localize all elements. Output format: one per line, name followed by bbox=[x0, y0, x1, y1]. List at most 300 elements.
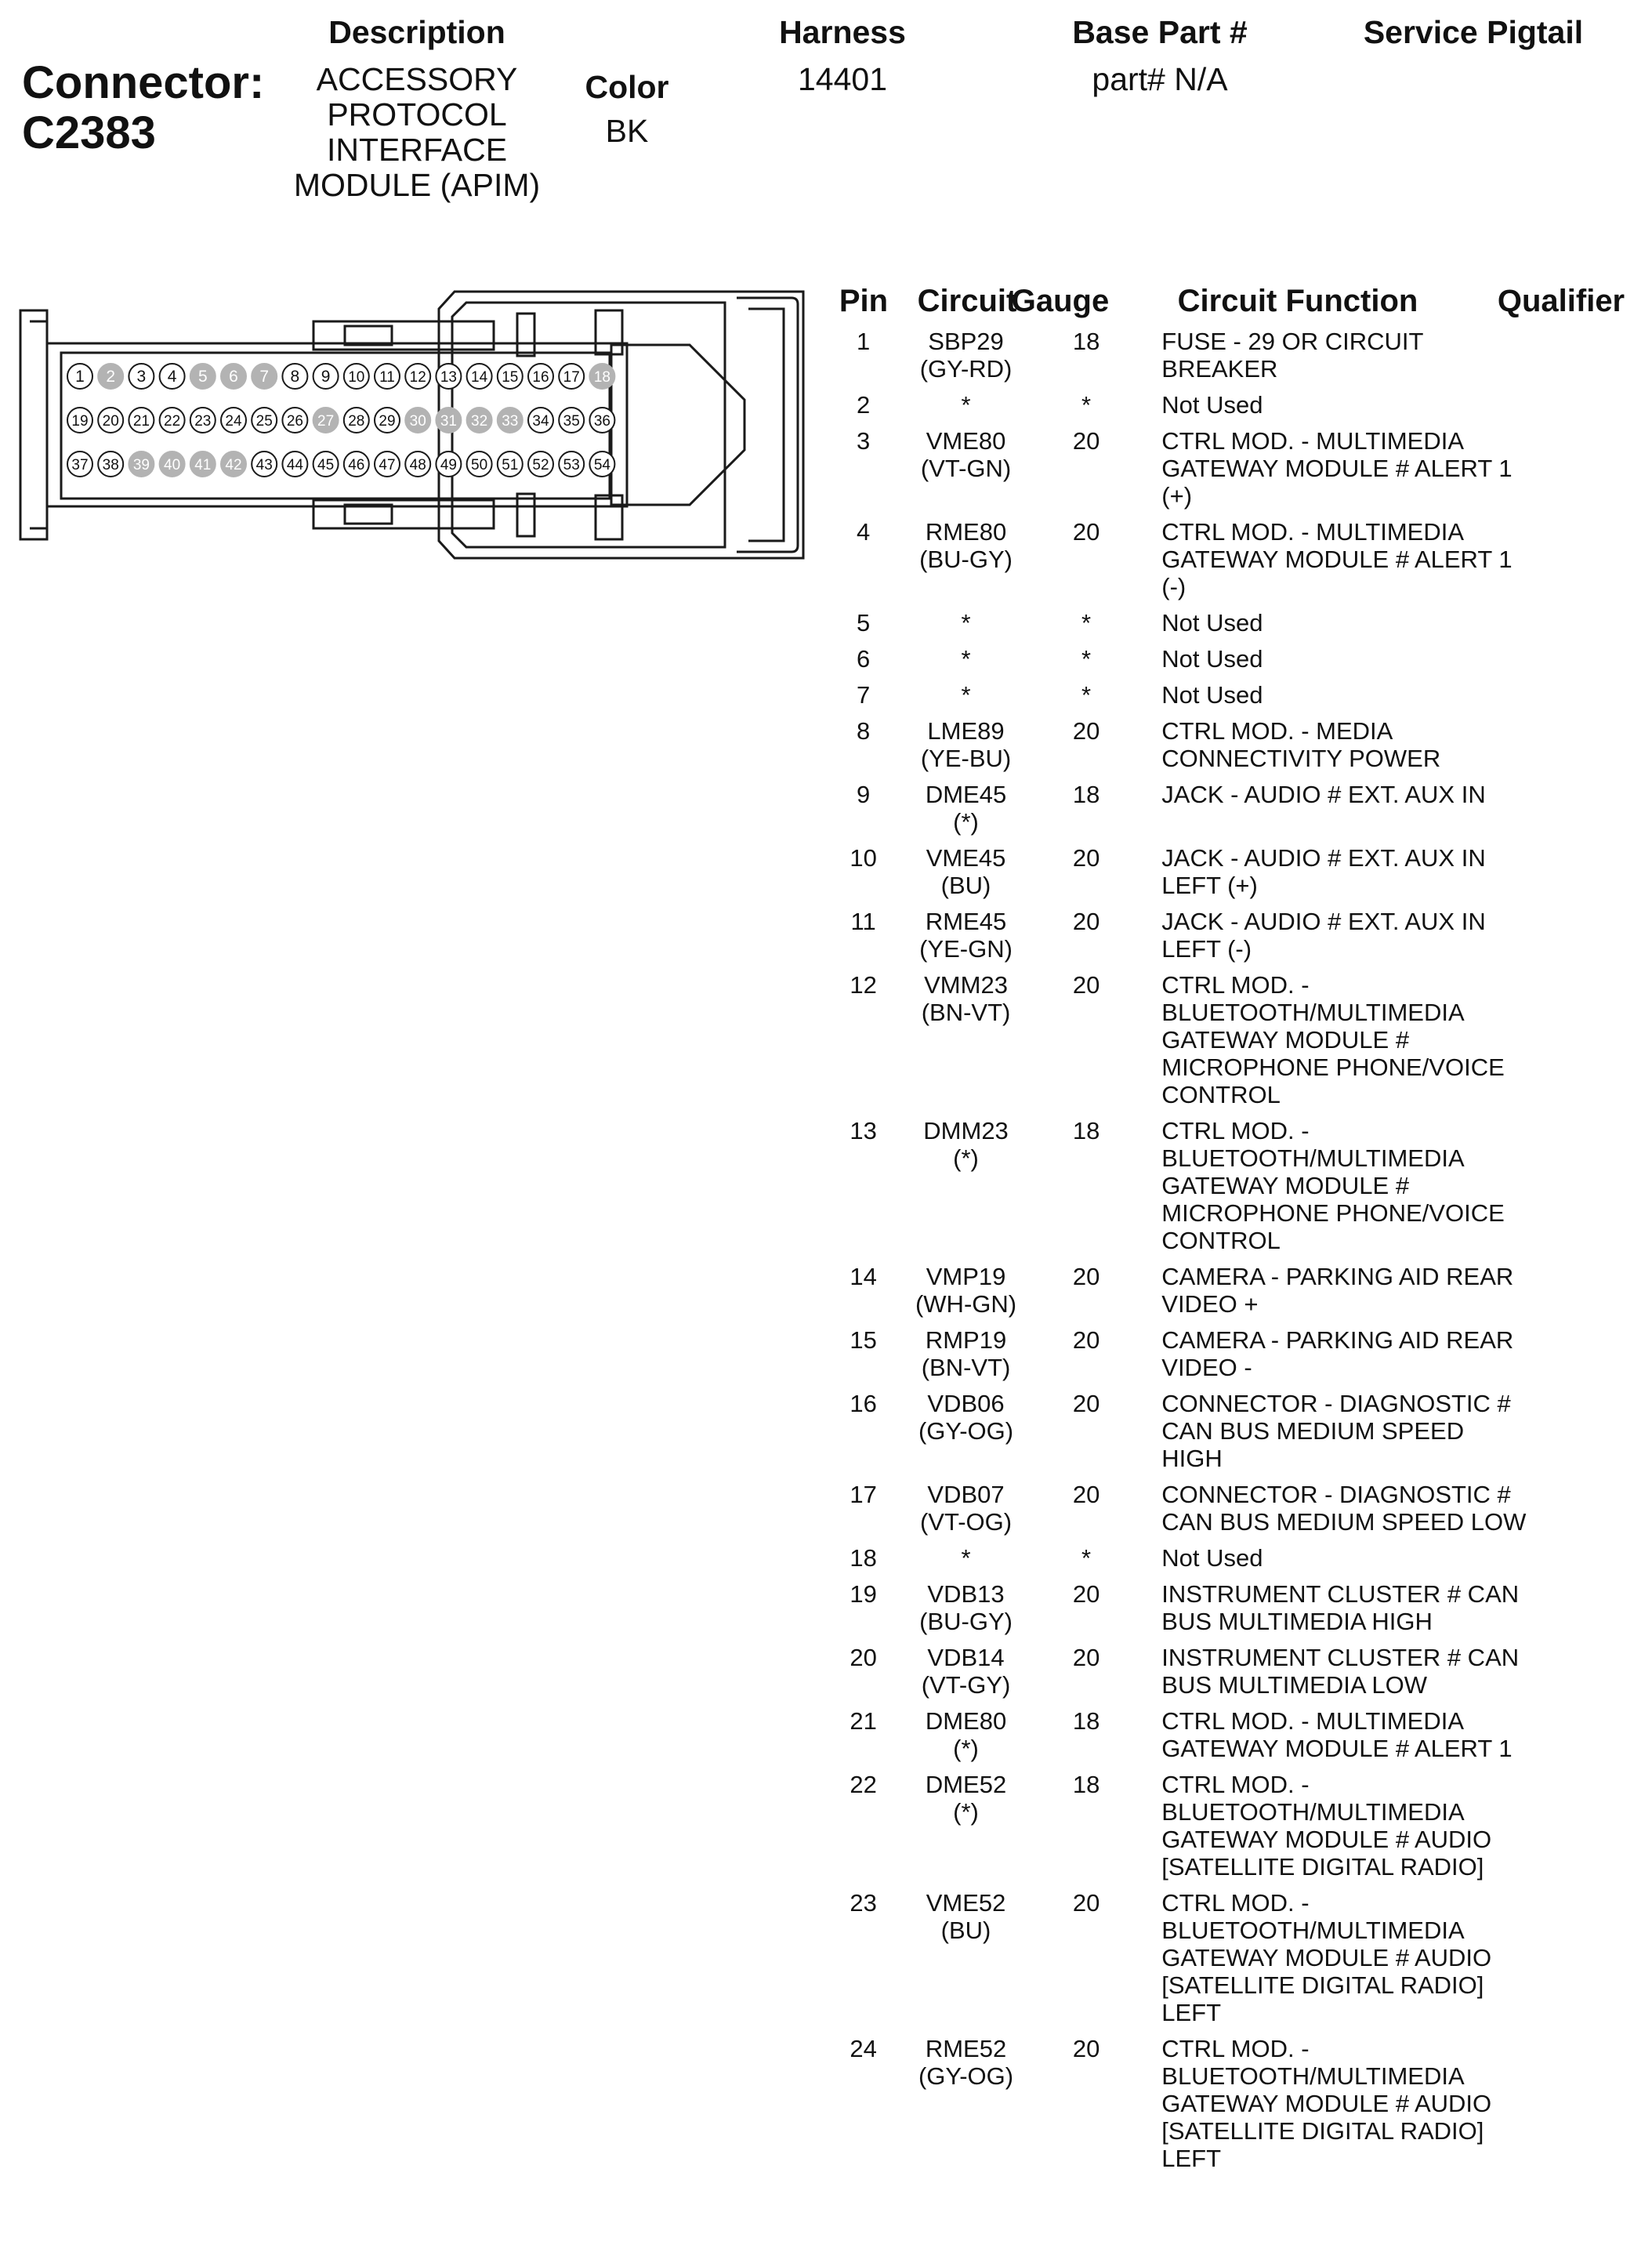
wire-gauge: 20 bbox=[1072, 518, 1100, 546]
wire-color: (*) bbox=[953, 1735, 979, 1762]
connector-pin bbox=[559, 452, 584, 477]
qualifier bbox=[1529, 1889, 1652, 2035]
connector-pin bbox=[375, 408, 400, 433]
pin-label: 5 bbox=[197, 368, 208, 386]
connector-pin bbox=[528, 408, 553, 433]
circuit-id: * bbox=[961, 1544, 971, 1572]
pin-label: 31 bbox=[440, 413, 457, 430]
circuit-function: CTRL MOD. - MULTIMEDIA GATEWAY MODULE # ALERT 1 (-) bbox=[1161, 518, 1513, 600]
side-post bbox=[517, 494, 534, 536]
connector-pin bbox=[129, 364, 154, 389]
pin-number: 7 bbox=[856, 681, 871, 709]
color-value: BK bbox=[605, 113, 649, 149]
side-post bbox=[517, 314, 534, 356]
pin-label: 30 bbox=[409, 413, 426, 430]
header-pin: Pin bbox=[839, 284, 889, 318]
circuit-function: JACK - AUDIO # EXT. AUX IN LEFT (+) bbox=[1161, 844, 1486, 899]
circuit-function: CAMERA - PARKING AID REAR VIDEO - bbox=[1161, 1326, 1514, 1381]
circuit-id: VME80 bbox=[926, 427, 1006, 455]
pin-label: 3 bbox=[136, 368, 147, 386]
pin-label: 8 bbox=[290, 368, 300, 386]
table-row bbox=[832, 781, 1652, 844]
qualifier bbox=[1529, 391, 1652, 427]
table-row bbox=[832, 971, 1652, 1117]
circuit-function: Not Used bbox=[1161, 645, 1263, 673]
qualifier bbox=[1529, 2035, 1652, 2181]
pin-label: 51 bbox=[502, 457, 519, 473]
connector-pin bbox=[559, 364, 584, 389]
connector-heading bbox=[22, 58, 264, 158]
circuit-cell bbox=[894, 908, 1038, 971]
base-part-block bbox=[1042, 14, 1277, 97]
wire-color: (*) bbox=[953, 1144, 979, 1172]
wire-color: (BU-GY) bbox=[919, 1608, 1013, 1635]
connector-pin bbox=[498, 452, 523, 477]
circuit-id: RME80 bbox=[925, 518, 1007, 546]
qualifier bbox=[1529, 1326, 1652, 1390]
wire-gauge: 18 bbox=[1072, 781, 1100, 808]
circuit-id: SBP29 bbox=[928, 328, 1004, 355]
wire-gauge: * bbox=[1081, 681, 1092, 709]
wire-gauge: * bbox=[1081, 609, 1092, 637]
circuit-function: Not Used bbox=[1161, 681, 1263, 709]
connector-pin bbox=[252, 364, 277, 389]
pin-number: 2 bbox=[856, 391, 871, 419]
table-row bbox=[832, 1481, 1652, 1544]
pin-number: 3 bbox=[856, 427, 871, 455]
qualifier bbox=[1529, 427, 1652, 518]
pin-label: 33 bbox=[502, 413, 519, 430]
pin-label: 54 bbox=[593, 457, 610, 473]
bottom-tab bbox=[313, 500, 494, 528]
wire-gauge: * bbox=[1081, 645, 1092, 673]
circuit-id: RME52 bbox=[925, 2035, 1007, 2062]
wire-gauge: 20 bbox=[1072, 1390, 1100, 1417]
circuit-function: FUSE - 29 OR CIRCUIT BREAKER bbox=[1161, 328, 1423, 383]
pin-label: 2 bbox=[106, 368, 116, 386]
circuit-id: DMM23 bbox=[923, 1117, 1009, 1144]
pin-label: 28 bbox=[348, 413, 365, 430]
pin-label: 15 bbox=[502, 369, 519, 386]
pin-number: 22 bbox=[850, 1771, 877, 1798]
wire-gauge: 18 bbox=[1072, 1707, 1100, 1735]
connector-pin bbox=[129, 452, 154, 477]
left-flange-lip bbox=[30, 321, 47, 528]
connector-pin bbox=[498, 364, 523, 389]
pin-number: 8 bbox=[856, 717, 871, 745]
table-row bbox=[832, 1889, 1652, 2035]
circuit-id: RME45 bbox=[925, 908, 1007, 935]
wire-color: (WH-GN) bbox=[915, 1290, 1017, 1318]
wire-gauge: 20 bbox=[1072, 2035, 1100, 2062]
pin-label: 26 bbox=[286, 413, 303, 430]
left-flange bbox=[20, 310, 47, 539]
circuit-id: DME45 bbox=[925, 781, 1007, 808]
connector-pin bbox=[436, 364, 461, 389]
circuit-id: RMP19 bbox=[925, 1326, 1007, 1354]
circuit-id: * bbox=[961, 609, 971, 637]
qualifier bbox=[1529, 1707, 1652, 1771]
wire-gauge: 18 bbox=[1072, 1117, 1100, 1144]
qualifier bbox=[1529, 1544, 1652, 1580]
connector-pin bbox=[344, 364, 369, 389]
pin-label: 36 bbox=[593, 413, 610, 430]
pin-label: 47 bbox=[379, 457, 396, 473]
pin-number: 4 bbox=[856, 518, 871, 546]
pin-label: 42 bbox=[225, 457, 242, 473]
description-label: Description bbox=[328, 14, 505, 50]
circuit-cell bbox=[894, 1117, 1038, 1263]
description-value bbox=[284, 62, 550, 203]
circuit-id: * bbox=[961, 391, 971, 419]
table-row bbox=[832, 908, 1652, 971]
qualifier bbox=[1529, 844, 1652, 908]
qualifier bbox=[1529, 681, 1652, 717]
circuit-id: VMM23 bbox=[924, 971, 1008, 999]
wire-gauge: 20 bbox=[1072, 1326, 1100, 1354]
circuit-function: JACK - AUDIO # EXT. AUX IN bbox=[1161, 781, 1486, 808]
connector-pin bbox=[467, 364, 492, 389]
connector-pin bbox=[160, 408, 185, 433]
wire-color: (*) bbox=[953, 808, 979, 836]
qualifier bbox=[1529, 1771, 1652, 1889]
circuit-function: CTRL MOD. - MULTIMEDIA GATEWAY MODULE # ALERT 1 (+) bbox=[1161, 427, 1513, 510]
connector-pin bbox=[375, 452, 400, 477]
wire-gauge: * bbox=[1081, 1544, 1092, 1572]
connector-pin bbox=[190, 364, 216, 389]
top-tab-slot bbox=[345, 326, 392, 345]
table-row bbox=[832, 427, 1652, 518]
connector-pin bbox=[405, 408, 430, 433]
pin-label: 44 bbox=[286, 457, 303, 473]
header-function: Circuit Function bbox=[1177, 284, 1418, 318]
connector-pin bbox=[282, 408, 307, 433]
pin-number: 11 bbox=[850, 908, 876, 935]
connector-pin bbox=[344, 452, 369, 477]
connector-pin bbox=[405, 452, 430, 477]
connector-pin bbox=[190, 452, 216, 477]
wire-gauge: 18 bbox=[1072, 328, 1100, 355]
pin-label: 43 bbox=[255, 457, 273, 473]
circuit-cell bbox=[894, 1481, 1038, 1544]
connector-pin bbox=[221, 408, 246, 433]
housing-rib bbox=[737, 298, 798, 552]
wire-gauge: 20 bbox=[1072, 1263, 1100, 1290]
pin-table bbox=[832, 328, 1652, 2181]
description-line: INTERFACE bbox=[326, 132, 508, 168]
wire-gauge: 20 bbox=[1072, 1481, 1100, 1508]
pin-number: 21 bbox=[850, 1707, 877, 1735]
table-row bbox=[832, 2035, 1652, 2181]
wire-color: (YE-GN) bbox=[919, 935, 1013, 963]
connector-pin bbox=[344, 408, 369, 433]
circuit-function: CTRL MOD. - MULTIMEDIA GATEWAY MODULE # ALERT 1 bbox=[1161, 1707, 1513, 1762]
wire-gauge: 20 bbox=[1072, 908, 1100, 935]
table-row bbox=[832, 1544, 1652, 1580]
circuit-function: JACK - AUDIO # EXT. AUX IN LEFT (-) bbox=[1161, 908, 1486, 963]
circuit-function: INSTRUMENT CLUSTER # CAN BUS MULTIMEDIA LOW bbox=[1161, 1644, 1520, 1699]
pin-label: 6 bbox=[229, 368, 238, 386]
pin-number: 17 bbox=[850, 1481, 877, 1508]
color-label: Color bbox=[585, 69, 669, 105]
wire-color: (BU) bbox=[940, 1917, 991, 1944]
qualifier bbox=[1529, 1263, 1652, 1326]
table-row bbox=[832, 609, 1652, 645]
connector-pin bbox=[221, 364, 246, 389]
circuit-cell bbox=[894, 1263, 1038, 1326]
connector-pin bbox=[498, 408, 523, 433]
pin-label: 19 bbox=[71, 413, 89, 430]
pin-label: 9 bbox=[321, 368, 331, 386]
wire-gauge: 20 bbox=[1072, 427, 1100, 455]
pin-number: 16 bbox=[850, 1390, 877, 1417]
wire-color: (GY-OG) bbox=[918, 1417, 1014, 1445]
connector-pin bbox=[589, 408, 614, 433]
circuit-function: CTRL MOD. - BLUETOOTH/MULTIMEDIA GATEWAY MODULE # AUDIO [SATELLITE DIGITAL RADIO] LEFT bbox=[1161, 1889, 1492, 2026]
wire-gauge: 20 bbox=[1072, 1889, 1100, 1917]
pin-number: 19 bbox=[850, 1580, 877, 1608]
pin-label: 46 bbox=[348, 457, 365, 473]
pin-label: 17 bbox=[563, 369, 580, 386]
connector-pin bbox=[436, 408, 461, 433]
circuit-cell bbox=[894, 1707, 1038, 1771]
wire-color: (BU) bbox=[940, 872, 991, 899]
base-part-label: Base Part # bbox=[1072, 14, 1248, 50]
connector-pin bbox=[190, 408, 216, 433]
circuit-cell bbox=[894, 1889, 1038, 2035]
circuit-cell bbox=[894, 717, 1038, 781]
connector-pin bbox=[313, 452, 339, 477]
connector-pin bbox=[282, 364, 307, 389]
connector-pin bbox=[467, 408, 492, 433]
circuit-cell bbox=[894, 645, 1038, 681]
circuit-cell bbox=[894, 1644, 1038, 1707]
circuit-cell bbox=[894, 328, 1038, 391]
pin-label: 24 bbox=[225, 413, 242, 430]
connector-pin bbox=[313, 408, 339, 433]
pin-label: 11 bbox=[379, 369, 395, 386]
pin-number: 20 bbox=[850, 1644, 877, 1671]
circuit-cell bbox=[894, 1390, 1038, 1481]
pin-label: 1 bbox=[75, 368, 85, 386]
pin-label: 41 bbox=[194, 457, 212, 473]
circuit-cell bbox=[894, 1771, 1038, 1889]
table-row bbox=[832, 1707, 1652, 1771]
circuit-id: DME52 bbox=[925, 1771, 1007, 1798]
wire-gauge: 20 bbox=[1072, 1644, 1100, 1671]
pin-number: 24 bbox=[850, 2035, 877, 2062]
qualifier bbox=[1529, 717, 1652, 781]
pin-label: 45 bbox=[317, 457, 335, 473]
header-gauge: Gauge bbox=[1011, 284, 1110, 318]
pin-label: 21 bbox=[132, 413, 150, 430]
connector-pin bbox=[98, 364, 123, 389]
circuit-function: Not Used bbox=[1161, 391, 1263, 419]
connector-pin bbox=[67, 408, 92, 433]
qualifier bbox=[1529, 609, 1652, 645]
pin-label: 7 bbox=[259, 368, 270, 386]
circuit-cell bbox=[894, 971, 1038, 1117]
wire-gauge: 20 bbox=[1072, 1580, 1100, 1608]
connector-label: Connector: bbox=[22, 57, 265, 108]
circuit-cell bbox=[894, 518, 1038, 609]
connector-face-diagram bbox=[16, 282, 807, 564]
table-row bbox=[832, 717, 1652, 781]
qualifier bbox=[1529, 1390, 1652, 1481]
circuit-function: CTRL MOD. - BLUETOOTH/MULTIMEDIA GATEWAY MODULE # AUDIO [SATELLITE DIGITAL RADIO] bbox=[1161, 1771, 1492, 1881]
pin-label: 50 bbox=[471, 457, 488, 473]
wire-gauge: 20 bbox=[1072, 844, 1100, 872]
connector-pin bbox=[528, 452, 553, 477]
circuit-function: CONNECTOR - DIAGNOSTIC # CAN BUS MEDIUM SPEED LOW bbox=[1161, 1481, 1527, 1536]
wire-color: (BU-GY) bbox=[919, 546, 1013, 573]
connector-pin bbox=[467, 452, 492, 477]
circuit-cell bbox=[894, 681, 1038, 717]
circuit-function: CONNECTOR - DIAGNOSTIC # CAN BUS MEDIUM SPEED HIGH bbox=[1161, 1390, 1511, 1472]
table-row bbox=[832, 518, 1652, 609]
pin-label: 13 bbox=[440, 369, 457, 386]
circuit-function: CTRL MOD. - BLUETOOTH/MULTIMEDIA GATEWAY MODULE # AUDIO [SATELLITE DIGITAL RADIO] LEFT bbox=[1161, 2035, 1492, 2172]
wire-gauge: * bbox=[1081, 391, 1092, 419]
pin-label: 32 bbox=[471, 413, 488, 430]
pin-label: 49 bbox=[440, 457, 457, 473]
qualifier bbox=[1529, 908, 1652, 971]
circuit-id: VDB07 bbox=[927, 1481, 1005, 1508]
qualifier bbox=[1529, 518, 1652, 609]
pin-label: 34 bbox=[532, 413, 549, 430]
connector-pin bbox=[252, 452, 277, 477]
circuit-cell bbox=[894, 391, 1038, 427]
pin-label: 4 bbox=[167, 368, 177, 386]
connector-pin bbox=[67, 364, 92, 389]
circuit-id: VME45 bbox=[926, 844, 1006, 872]
bottom-tab-slot bbox=[345, 505, 392, 524]
pin-number: 14 bbox=[850, 1263, 877, 1290]
pin-grid bbox=[67, 364, 614, 477]
table-row bbox=[832, 391, 1652, 427]
wire-color: (BN-VT) bbox=[921, 1354, 1011, 1381]
pin-label: 16 bbox=[532, 369, 549, 386]
connector-pin bbox=[528, 364, 553, 389]
circuit-id: * bbox=[961, 681, 971, 709]
circuit-id: VME52 bbox=[926, 1889, 1006, 1917]
pin-label: 37 bbox=[71, 457, 89, 473]
pin-label: 48 bbox=[409, 457, 426, 473]
pin-label: 22 bbox=[164, 413, 181, 430]
wire-gauge: 18 bbox=[1072, 1771, 1100, 1798]
circuit-cell bbox=[894, 1580, 1038, 1644]
header-circuit: Circuit bbox=[917, 284, 1017, 318]
circuit-id: VDB14 bbox=[927, 1644, 1005, 1671]
circuit-cell bbox=[894, 844, 1038, 908]
pin-label: 39 bbox=[132, 457, 150, 473]
circuit-function: Not Used bbox=[1161, 1544, 1263, 1572]
table-row bbox=[832, 1771, 1652, 1889]
pin-label: 10 bbox=[348, 369, 365, 386]
table-row bbox=[832, 1580, 1652, 1644]
pin-number: 23 bbox=[850, 1889, 877, 1917]
description-line: ACCESSORY bbox=[316, 61, 518, 97]
header-qualifier: Qualifier bbox=[1497, 284, 1625, 318]
table-row bbox=[832, 681, 1652, 717]
qualifier bbox=[1529, 1580, 1652, 1644]
circuit-id: LME89 bbox=[927, 717, 1005, 745]
pin-label: 14 bbox=[471, 369, 488, 386]
qualifier bbox=[1529, 971, 1652, 1117]
circuit-function: CTRL MOD. - BLUETOOTH/MULTIMEDIA GATEWAY MODULE # MICROPHONE PHONE/VOICE CONTROL bbox=[1161, 1117, 1505, 1254]
pin-label: 12 bbox=[409, 369, 426, 386]
color-block bbox=[564, 69, 690, 149]
pin-label: 25 bbox=[255, 413, 273, 430]
pin-number: 9 bbox=[856, 781, 871, 808]
connector-pin bbox=[559, 408, 584, 433]
pin-number: 10 bbox=[850, 844, 877, 872]
table-row bbox=[832, 1117, 1652, 1263]
circuit-function: INSTRUMENT CLUSTER # CAN BUS MULTIMEDIA HIGH bbox=[1161, 1580, 1520, 1635]
connector-pin bbox=[252, 408, 277, 433]
pin-label: 23 bbox=[194, 413, 212, 430]
connector-pin bbox=[589, 364, 614, 389]
circuit-cell bbox=[894, 1544, 1038, 1580]
qualifier bbox=[1529, 781, 1652, 844]
pin-label: 52 bbox=[532, 457, 549, 473]
circuit-cell bbox=[894, 2035, 1038, 2181]
pin-number: 6 bbox=[856, 645, 871, 673]
wire-color: (YE-BU) bbox=[920, 745, 1012, 772]
circuit-function: CTRL MOD. - BLUETOOTH/MULTIMEDIA GATEWAY MODULE # MICROPHONE PHONE/VOICE CONTROL bbox=[1161, 971, 1505, 1108]
pin-label: 40 bbox=[164, 457, 181, 473]
connector-pin bbox=[405, 364, 430, 389]
connector-pin bbox=[282, 452, 307, 477]
harness-block bbox=[752, 14, 933, 97]
pin-number: 15 bbox=[850, 1326, 877, 1354]
connector-pin bbox=[98, 452, 123, 477]
top-tab-slot bbox=[596, 310, 622, 354]
wire-color: (VT-GY) bbox=[921, 1671, 1011, 1699]
connector-pin bbox=[221, 452, 246, 477]
housing-rib bbox=[748, 309, 784, 541]
connector-pin bbox=[375, 364, 400, 389]
connector-pin bbox=[313, 364, 339, 389]
harness-value: 14401 bbox=[797, 61, 887, 97]
harness-label: Harness bbox=[779, 14, 906, 50]
table-row bbox=[832, 1326, 1652, 1390]
pin-number: 18 bbox=[850, 1544, 877, 1572]
circuit-cell bbox=[894, 609, 1038, 645]
circuit-cell bbox=[894, 427, 1038, 518]
description-line: PROTOCOL bbox=[327, 96, 507, 132]
pin-number: 5 bbox=[856, 609, 871, 637]
pin-number: 13 bbox=[850, 1117, 877, 1144]
qualifier bbox=[1529, 645, 1652, 681]
wire-color: (GY-OG) bbox=[918, 2062, 1014, 2090]
connector-id: C2383 bbox=[22, 107, 156, 158]
circuit-id: * bbox=[961, 645, 971, 673]
circuit-cell bbox=[894, 781, 1038, 844]
connector-pin bbox=[436, 452, 461, 477]
table-row bbox=[832, 1390, 1652, 1481]
circuit-function: CTRL MOD. - MEDIA CONNECTIVITY POWER bbox=[1161, 717, 1441, 772]
description-line: MODULE (APIM) bbox=[293, 167, 541, 203]
circuit-id: VMP19 bbox=[926, 1263, 1006, 1290]
wire-color: (BN-VT) bbox=[921, 999, 1011, 1026]
qualifier bbox=[1529, 1481, 1652, 1544]
wire-color: (VT-GN) bbox=[920, 455, 1012, 482]
qualifier bbox=[1529, 1117, 1652, 1263]
connector-pin bbox=[160, 452, 185, 477]
circuit-id: VDB13 bbox=[927, 1580, 1005, 1608]
circuit-function: Not Used bbox=[1161, 609, 1263, 637]
